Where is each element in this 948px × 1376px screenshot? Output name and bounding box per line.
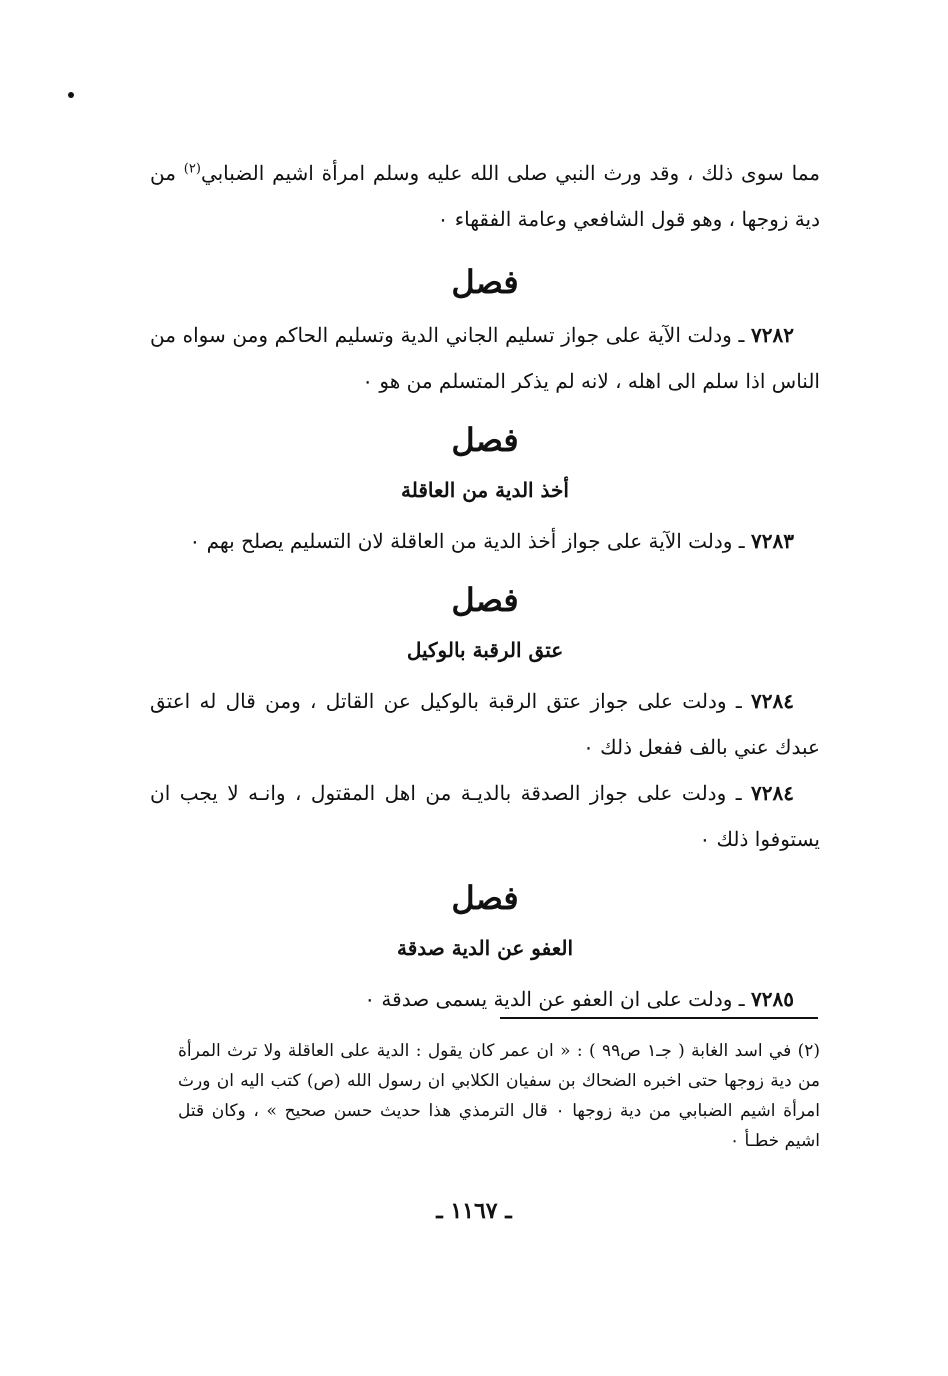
- fasl-heading: [150, 256, 820, 308]
- footnote-ref: (٢): [183, 161, 201, 177]
- section-heading: العفو عن الدية صدقة: [397, 936, 573, 960]
- paragraph-number: ٧٢٨٢: [751, 323, 795, 347]
- fasl-label: فصل: [451, 421, 519, 459]
- paragraph-7282: [150, 312, 820, 404]
- fasl-heading: [150, 872, 820, 924]
- footnote-separator: [500, 1017, 818, 1019]
- paragraph-text: ـ ودلت على ان العفو عن الدية يسمى صدقة ٠: [364, 987, 745, 1011]
- paragraph-7285: [150, 976, 820, 1022]
- paragraph-number: ٧٢٨٤: [751, 689, 794, 713]
- paragraph-7284b: [150, 770, 820, 862]
- paragraph-text: ـ ودلت على جواز عتق الرقبة بالوكيل عن القاتل ، ومن قال له اعتق عبدك عني بالف ففعل ذلك ٠: [150, 689, 820, 759]
- fasl-heading: [150, 414, 820, 466]
- paragraph-text: ـ ودلت الآية على جواز أخذ الدية من العاقلة لان التسليم يصلح بهم ٠: [189, 529, 745, 553]
- paragraph-number: ٧٢٨٥: [751, 987, 794, 1011]
- section-heading: عتق الرقبة بالوكيل: [406, 638, 564, 662]
- stray-mark: [68, 92, 74, 98]
- page-number: ـ ١١٦٧ ـ: [436, 1198, 512, 1224]
- intro-text-1: مما سوى ذلك ، وقد ورث النبي صلى الله عليه وسلم امرأة اشيم الضبابي: [200, 161, 821, 185]
- fasl-heading: [150, 574, 820, 626]
- paragraph-text: ـ ودلت الآية على جواز تسليم الجاني الدية وتسليم الحاكم ومن سواه من الناس اذا سلم الى اهله ، لانه لم يذكر المتسلم من هو ٠: [150, 323, 820, 393]
- paragraph-number: ٧٢٨٣: [751, 529, 794, 553]
- fasl-label: فصل: [451, 879, 519, 917]
- intro-text-2: من دية زوجها ، وهو قول الشافعي وعامة الفقهاء ٠: [150, 161, 820, 231]
- section-heading: أخذ الدية من العاقلة: [401, 478, 569, 502]
- intro-paragraph: [150, 150, 820, 242]
- fasl-label: فصل: [451, 581, 519, 619]
- fasl-label: فصل: [451, 263, 519, 301]
- page-body: [150, 150, 820, 1022]
- paragraph-7284a: [150, 678, 820, 770]
- paragraph-number: ٧٢٨٤: [751, 781, 794, 805]
- paragraph-7283: [150, 518, 820, 564]
- paragraph-text: ـ ودلت على جواز الصدقة بالديـة من اهل المقتول ، وانـه لا يجب ان يستوفوا ذلك ٠: [150, 781, 820, 851]
- footnote: (٢) في اسد الغابة ( جـ١ ص٩٩ ) : « ان عمر كان يقول : الدية على العاقلة ولا ترث المرأة من دية زوجها حتى اخبره الضحاك بن سفيان الكلابي ان رسول الله (ص) كتب اليه ان ورث امرأة اشيم الضبابي من دية زوجها ٠ قال الترمذي هذا حديث حسن صحيح » ، وكان قتل اشيم خطـأ ٠: [178, 1041, 821, 1151]
